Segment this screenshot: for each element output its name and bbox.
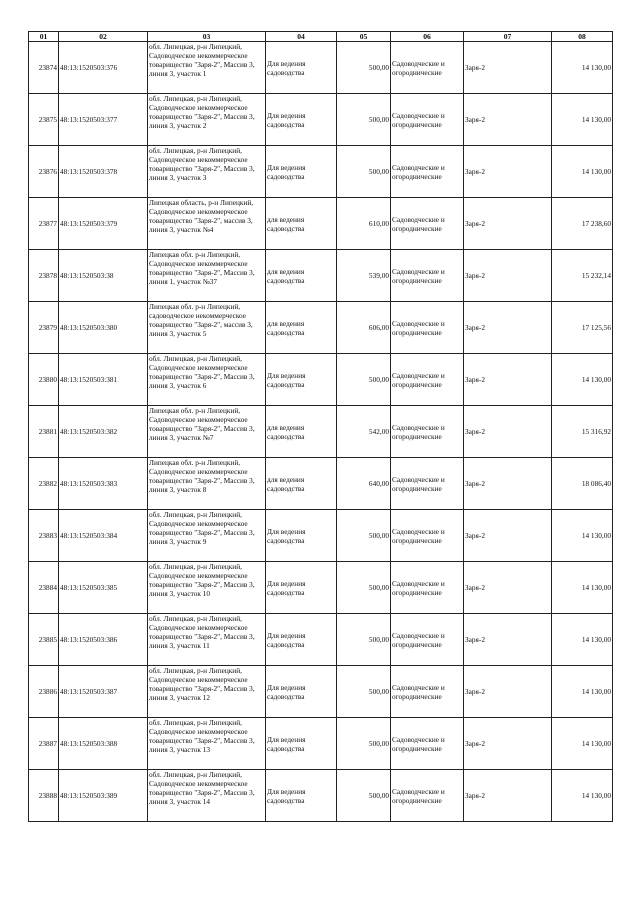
cell-address <box>148 198 266 250</box>
cell-cadastral-value: 14 130,00 <box>552 614 613 666</box>
cell-society-name: Заря-2 <box>464 42 552 94</box>
address-text: обл. Липецкая, р-н Липецкий, Садоводческое некоммерческое товарищество "Заря-2", Массив 3, линия 3, участок 14 <box>149 770 255 806</box>
cell-land-category: Садоводческие и огороднические <box>391 94 464 146</box>
cell-society-name: Заря-2 <box>464 718 552 770</box>
cell-area: 500,00 <box>337 354 391 406</box>
cell-land-category: Садоводческие и огороднические <box>391 302 464 354</box>
cell-cadastral-value: 15 232,14 <box>552 250 613 302</box>
table-row <box>29 42 613 94</box>
cell-cadastral-value: 17 125,56 <box>552 302 613 354</box>
cell-society-name: Заря-2 <box>464 770 552 822</box>
cell-row-id: 23877 <box>29 198 59 250</box>
cell-cadastral-number: 48:13:1520503:387 <box>59 666 148 718</box>
address-text: обл. Липецкая, р-н Липецкий, Садоводческое некоммерческое товарищество "Заря-2", Массив 3, линия 3, участок 3 <box>149 146 255 182</box>
cell-area: 500,00 <box>337 614 391 666</box>
address-text: Липецкая обл. р-н Липецкий, садоводческое некоммерческое товарищество "Заря-2", массив 3, линия 3, участок 5 <box>149 302 253 338</box>
cell-permitted-use: Для ведения садоводства <box>266 354 337 406</box>
table-row <box>29 666 613 718</box>
address-text: Липецкая обл. р-н Липецкий, Садоводческое некоммерческое товарищество "Заря-2", Массив 3, линия 1, участок №37 <box>149 250 255 286</box>
cell-cadastral-value: 14 130,00 <box>552 770 613 822</box>
table-row <box>29 302 613 354</box>
cell-society-name: Заря-2 <box>464 250 552 302</box>
cell-cadastral-number: 48:13:1520503:376 <box>59 42 148 94</box>
cell-address <box>148 458 266 510</box>
cell-row-id: 23881 <box>29 406 59 458</box>
cell-land-category: Садоводческие и огороднические <box>391 354 464 406</box>
cell-society-name: Заря-2 <box>464 354 552 406</box>
table-row <box>29 354 613 406</box>
cell-row-id: 23884 <box>29 562 59 614</box>
cell-cadastral-number: 48:13:1520503:382 <box>59 406 148 458</box>
cell-address <box>148 146 266 198</box>
header-07: 07 <box>464 32 552 42</box>
cell-society-name: Заря-2 <box>464 406 552 458</box>
cell-area: 500,00 <box>337 718 391 770</box>
address-text: обл. Липецкая, р-н Липецкий, Садоводческое некоммерческое товарищество "Заря-2", Массив 3, линия 3, участок 13 <box>149 718 255 754</box>
cell-land-category: Садоводческие и огороднические <box>391 718 464 770</box>
cell-row-id: 23876 <box>29 146 59 198</box>
header-05: 05 <box>337 32 391 42</box>
cell-permitted-use: Для ведения садоводства <box>266 510 337 562</box>
cell-area: 606,00 <box>337 302 391 354</box>
cell-society-name: Заря-2 <box>464 198 552 250</box>
cell-row-id: 23874 <box>29 42 59 94</box>
cell-cadastral-number: 48:13:1520503:379 <box>59 198 148 250</box>
cell-cadastral-value: 14 130,00 <box>552 562 613 614</box>
cell-cadastral-value: 14 130,00 <box>552 718 613 770</box>
cell-land-category: Садоводческие и огороднические <box>391 510 464 562</box>
header-06: 06 <box>391 32 464 42</box>
cell-address <box>148 666 266 718</box>
cell-permitted-use: для ведения садоводства <box>266 458 337 510</box>
address-text: Липецкая обл. р-н Липецкий, Садоводческое некоммерческое товарищество "Заря-2", Массив 3, линия 3, участок №7 <box>149 406 255 442</box>
cell-address <box>148 562 266 614</box>
address-text: обл. Липецкая, р-н Липецкий, Садоводческое некоммерческое товарищество "Заря-2", Массив 3, линия 3, участок 2 <box>149 94 255 130</box>
cell-row-id: 23887 <box>29 718 59 770</box>
cell-address <box>148 614 266 666</box>
address-text: обл. Липецкая, р-н Липецкий, Садоводческое некоммерческое товарищество "Заря-2", Массив 3, линия 3, участок 12 <box>149 666 255 702</box>
cell-area: 640,00 <box>337 458 391 510</box>
land-plots-table <box>28 31 613 822</box>
table-row <box>29 198 613 250</box>
cell-row-id: 23888 <box>29 770 59 822</box>
cell-row-id: 23875 <box>29 94 59 146</box>
cell-address <box>148 406 266 458</box>
cell-area: 610,00 <box>337 198 391 250</box>
cell-row-id: 23883 <box>29 510 59 562</box>
cell-permitted-use: Для ведения садоводства <box>266 614 337 666</box>
cell-area: 500,00 <box>337 146 391 198</box>
cell-area: 542,00 <box>337 406 391 458</box>
cell-land-category: Садоводческие и огороднические <box>391 146 464 198</box>
cell-cadastral-value: 14 130,00 <box>552 94 613 146</box>
cell-cadastral-number: 48:13:1520503:38 <box>59 250 148 302</box>
cell-cadastral-number: 48:13:1520503:380 <box>59 302 148 354</box>
header-03: 03 <box>148 32 266 42</box>
cell-permitted-use: Для ведения садоводства <box>266 42 337 94</box>
cell-cadastral-number: 48:13:1520503:388 <box>59 718 148 770</box>
cell-land-category: Садоводческие и огороднические <box>391 198 464 250</box>
cell-cadastral-value: 15 316,92 <box>552 406 613 458</box>
cell-area: 539,00 <box>337 250 391 302</box>
cell-permitted-use: Для ведения садоводства <box>266 562 337 614</box>
cell-area: 500,00 <box>337 94 391 146</box>
address-text: обл. Липецкая, р-н Липецкий, Садоводческое некоммерческое товарищество "Заря-2", Массив 3, линия 3, участок 11 <box>149 614 255 650</box>
cell-permitted-use: Для ведения садоводства <box>266 666 337 718</box>
cell-area: 500,00 <box>337 770 391 822</box>
cell-land-category: Садоводческие и огороднические <box>391 458 464 510</box>
table-row <box>29 250 613 302</box>
cell-society-name: Заря-2 <box>464 614 552 666</box>
address-text: обл. Липецкая, р-н Липецкий, Садоводческое некоммерческое товарищество "Заря-2", Массив 3, линия 3, участок 6 <box>149 354 255 390</box>
cell-permitted-use: Для ведения садоводства <box>266 718 337 770</box>
cell-row-id: 23878 <box>29 250 59 302</box>
table-row <box>29 146 613 198</box>
table-row <box>29 94 613 146</box>
cell-cadastral-value: 14 130,00 <box>552 666 613 718</box>
cell-cadastral-number: 48:13:1520503:385 <box>59 562 148 614</box>
header-01: 01 <box>29 32 59 42</box>
table-row <box>29 510 613 562</box>
header-04: 04 <box>266 32 337 42</box>
cell-cadastral-value: 17 238,60 <box>552 198 613 250</box>
header-08: 08 <box>552 32 613 42</box>
address-text: Липецкая область, р-н Липецкий, Садоводческое некоммерческое товарищество "Заря-2", массив 3, линия 3, участок №4 <box>149 198 254 234</box>
cell-society-name: Заря-2 <box>464 562 552 614</box>
table-row <box>29 770 613 822</box>
cell-permitted-use: для ведения садоводства <box>266 406 337 458</box>
cell-cadastral-number: 48:13:1520503:381 <box>59 354 148 406</box>
header-row <box>29 32 613 42</box>
cell-address <box>148 354 266 406</box>
cell-address <box>148 302 266 354</box>
table-row <box>29 458 613 510</box>
cell-society-name: Заря-2 <box>464 146 552 198</box>
cell-cadastral-number: 48:13:1520503:389 <box>59 770 148 822</box>
cell-land-category: Садоводческие и огороднические <box>391 666 464 718</box>
cell-land-category: Садоводческие и огороднические <box>391 770 464 822</box>
cell-row-id: 23880 <box>29 354 59 406</box>
address-text: Липецкая обл. р-н Липецкий, Садоводческое некоммерческое товарищество "Заря-2", Массив 3, линия 3, участок 8 <box>149 458 255 494</box>
cell-land-category: Садоводческие и огороднические <box>391 562 464 614</box>
cell-permitted-use: для ведения садоводства <box>266 198 337 250</box>
cell-society-name: Заря-2 <box>464 94 552 146</box>
cell-cadastral-number: 48:13:1520503:377 <box>59 94 148 146</box>
cell-address <box>148 510 266 562</box>
cell-land-category: Садоводческие и огороднические <box>391 250 464 302</box>
table-row <box>29 562 613 614</box>
cell-cadastral-value: 14 130,00 <box>552 354 613 406</box>
cell-permitted-use: Для ведения садоводства <box>266 146 337 198</box>
address-text: обл. Липецкая, р-н Липецкий, Садоводческое некоммерческое товарищество "Заря-2", Массив 3, линия 3, участок 1 <box>149 42 255 78</box>
cell-society-name: Заря-2 <box>464 302 552 354</box>
cell-society-name: Заря-2 <box>464 510 552 562</box>
cell-cadastral-number: 48:13:1520503:386 <box>59 614 148 666</box>
cell-area: 500,00 <box>337 42 391 94</box>
cell-row-id: 23879 <box>29 302 59 354</box>
cell-society-name: Заря-2 <box>464 666 552 718</box>
cell-address <box>148 42 266 94</box>
cell-cadastral-value: 14 130,00 <box>552 510 613 562</box>
cell-address <box>148 718 266 770</box>
cell-area: 500,00 <box>337 510 391 562</box>
cell-permitted-use: для ведения садоводства <box>266 302 337 354</box>
header-02: 02 <box>59 32 148 42</box>
cell-row-id: 23885 <box>29 614 59 666</box>
cell-permitted-use: Для ведения садоводства <box>266 94 337 146</box>
cell-permitted-use: для ведения садоводства <box>266 250 337 302</box>
cell-cadastral-number: 48:13:1520503:383 <box>59 458 148 510</box>
cell-address <box>148 770 266 822</box>
cell-area: 500,00 <box>337 562 391 614</box>
address-text: обл. Липецкая, р-н Липецкий, Садоводческое некоммерческое товарищество "Заря-2", Массив 3, линия 3, участок 9 <box>149 510 255 546</box>
cell-cadastral-number: 48:13:1520503:384 <box>59 510 148 562</box>
table-row <box>29 614 613 666</box>
cell-permitted-use: Для ведения садоводства <box>266 770 337 822</box>
cell-land-category: Садоводческие и огороднические <box>391 406 464 458</box>
cell-cadastral-value: 18 086,40 <box>552 458 613 510</box>
table-row <box>29 718 613 770</box>
cell-cadastral-value: 14 130,00 <box>552 42 613 94</box>
cell-area: 500,00 <box>337 666 391 718</box>
cell-address <box>148 250 266 302</box>
address-text: обл. Липецкая, р-н Липецкий, Садоводческое некоммерческое товарищество "Заря-2", Массив 3, линия 3, участок 10 <box>149 562 255 598</box>
cell-cadastral-value: 14 130,00 <box>552 146 613 198</box>
cell-row-id: 23886 <box>29 666 59 718</box>
cell-land-category: Садоводческие и огороднические <box>391 614 464 666</box>
table-row <box>29 406 613 458</box>
cell-land-category: Садоводческие и огороднические <box>391 42 464 94</box>
cell-address <box>148 94 266 146</box>
cell-society-name: Заря-2 <box>464 458 552 510</box>
cell-cadastral-number: 48:13:1520503:378 <box>59 146 148 198</box>
cell-row-id: 23882 <box>29 458 59 510</box>
